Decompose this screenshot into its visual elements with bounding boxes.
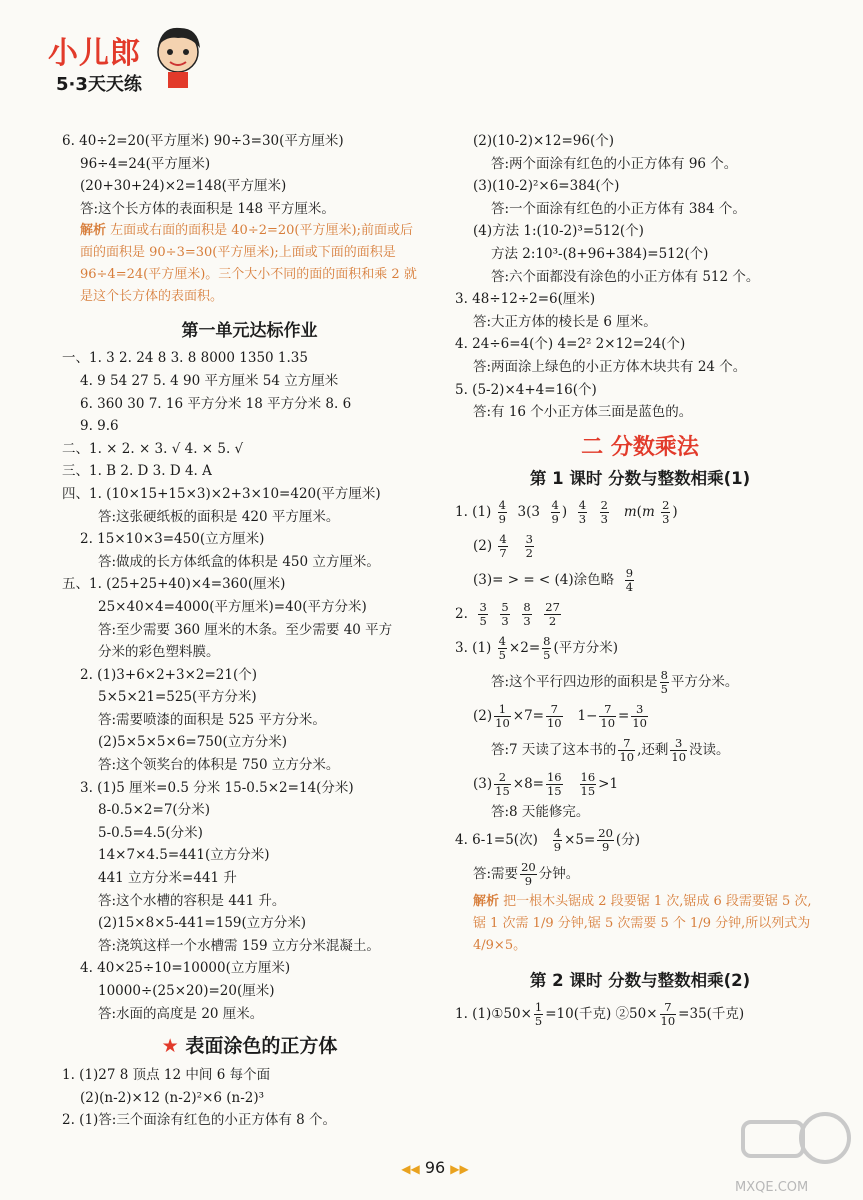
- next-arrows-icon: ▶▶: [450, 1162, 469, 1176]
- answer-line: 2. 15×10×3=450(立方厘米): [80, 531, 265, 548]
- fraction: $\frac{4}{5}$: [498, 633, 506, 662]
- brand-logo: 小儿郎: [48, 36, 141, 71]
- fraction: $\frac{2}{15}$: [495, 769, 510, 798]
- fraction: $\frac{3}{10}$: [671, 735, 687, 764]
- fraction: $\frac{27}{2}$: [545, 599, 560, 628]
- answer-line: 96÷4=24(平方厘米): [80, 155, 211, 172]
- fraction: $\frac{3}{10}$: [632, 701, 647, 730]
- question-label: 2.: [455, 605, 468, 622]
- answer-line: 4. 40×25÷10=10000(立方厘米): [80, 960, 291, 977]
- answer-line: 2. (1)答:三个面涂有红色的小正方体有 8 个。: [62, 1112, 337, 1129]
- fraction: $\frac{3}{2}$: [525, 531, 533, 560]
- fraction-line: [455, 857, 825, 891]
- answer-text: (分): [615, 832, 640, 849]
- answer-line: 441 立方分米=441 升: [98, 870, 237, 887]
- answer-line: (2)5×5×5×6=750(立方分米): [98, 734, 288, 751]
- answer-line: 答:有 16 个小正方体三面是蓝色的。: [473, 404, 693, 421]
- answer-line: (2)(n-2)×12 (n-2)²×6 (n-2)³: [80, 1089, 265, 1106]
- answer-line: 1. (1)27 8 顶点 12 中间 6 每个面: [62, 1067, 271, 1084]
- answer-line: 答:大正方体的棱长是 6 厘米。: [473, 313, 657, 330]
- answer-line: 3. (1)5 厘米=0.5 分米 15-0.5×2=14(分米): [80, 779, 354, 796]
- answer-line: 方法 2:10³-(8+96+384)=512(个): [491, 245, 709, 262]
- unit-title: 二 分数乘法: [581, 434, 699, 460]
- fraction-line: 3. (1) $\frac{4}{5}$ ×2= $\frac{8}{5}$ (平方分米): [455, 633, 619, 662]
- answer-text: 答:7 天读了这本书的: [491, 741, 617, 758]
- fraction: $\frac{8}{5}$: [660, 667, 668, 696]
- fraction: $\frac{2}{3}$: [600, 497, 608, 526]
- answer-line: (2)(10-2)×12=96(个): [473, 133, 614, 149]
- fraction: $\frac{8}{5}$: [543, 633, 551, 662]
- answer-line: 3. 48÷12÷2=6(厘米): [455, 291, 596, 308]
- answer-line: 答:这个领奖台的体积是 750 立方分米。: [98, 757, 340, 774]
- answer-line: 答:做成的长方体纸盒的体积是 450 立方厘米。: [98, 553, 380, 570]
- answer-line: 答:这个水槽的容积是 441 升。: [98, 892, 286, 909]
- answer-line: 4. 9 54 27 5. 4 90 平方厘米 54 立方厘米: [80, 372, 339, 389]
- answer-text: (3)= > = < (4)涂色略: [473, 571, 615, 588]
- analysis-label: 解析: [473, 894, 500, 910]
- fraction: $\frac{7}{10}$: [619, 735, 635, 764]
- answer-text: 答:需要: [473, 866, 519, 883]
- fraction: $\frac{4}{9}$: [498, 497, 506, 526]
- fraction: $\frac{5}{3}$: [501, 599, 509, 628]
- answer-line: 答:这个长方体的表面积是 148 平方厘米。: [80, 200, 335, 217]
- answer-line: (2)15×8×5-441=159(立方分米): [98, 915, 307, 932]
- answer-text: 答:这个平行四边形的面积是: [491, 673, 658, 690]
- page-header: [0, 0, 863, 120]
- answer-text: 分钟。: [538, 866, 580, 883]
- topic-title: [62, 1031, 437, 1058]
- fraction-line: [455, 563, 825, 597]
- answer-line: 答:水面的高度是 20 厘米。: [98, 1005, 264, 1022]
- answer-line: 8-0.5×2=7(分米): [98, 802, 210, 819]
- fraction: $\frac{20}{9}$: [521, 860, 536, 889]
- answer-line: 分米的彩色塑料膜。: [98, 644, 220, 661]
- page-number: 96: [424, 1158, 446, 1177]
- fraction-line: [455, 529, 825, 563]
- answer-line: (20+30+24)×2=148(平方厘米): [80, 178, 287, 195]
- lesson-title: 第 1 课时 分数与整数相乘(1): [529, 468, 751, 488]
- fraction: $\frac{1}{5}$: [534, 1000, 543, 1029]
- answer-line: 5×5×21=525(平方分米): [98, 689, 257, 706]
- fraction: $\frac{3}{5}$: [479, 599, 487, 628]
- watermark-logo-icon: [735, 1100, 855, 1190]
- answer-line: 6. 40÷2=20(平方厘米) 90÷3=30(平方厘米): [62, 133, 344, 149]
- fraction-line: [455, 597, 825, 631]
- fraction-line: [455, 665, 825, 699]
- answer-text: 没读。: [689, 741, 730, 758]
- answer-line: 答:8 天能修完。: [491, 803, 590, 820]
- analysis-text: 把一根木头锯成 2 段要锯 1 次,锯成 6 段需要锯 5 次,锯 1 次需 1/9 分钟,锯 5 次需要 5 个 1/9 分钟,所以列式为 4/9×5。: [473, 894, 812, 954]
- fraction: $\frac{16}{15}$: [580, 769, 596, 798]
- fraction: $\frac{2}{3}$: [662, 497, 670, 526]
- answer-line: 答:浇筑这样一个水槽需 159 立方分米混凝土。: [98, 937, 380, 954]
- answer-line: 25×40×4=4000(平方厘米)=40(平方分米): [98, 598, 367, 615]
- answer-text: 平方分米。: [670, 673, 739, 690]
- answer-line: 5. (5-2)×4+4=16(个): [455, 381, 597, 398]
- fraction-line: [455, 733, 825, 767]
- answer-line: 答:至少需要 360 厘米的木条。至少需要 40 平方: [98, 621, 393, 638]
- analysis-text: 左面或右面的面积是 40÷2=20(平方厘米);前面或后面的面积是 90÷3=30(平方厘米);上面或下面的面积是 96÷4=24(平方厘米)。三个大小不同的面的面积和乘 2 就是这个长方体的表面积。: [80, 223, 417, 305]
- fraction-line: (2) $\frac{1}{10}$ ×7= $\frac{7}{10}$ 1− $\frac{7}{10}$ = $\frac{3}{10}$: [473, 701, 647, 730]
- brand-subtitle: 5·3天天练: [56, 74, 142, 95]
- answer-line: 答:两面涂上绿色的小正方体木块共有 24 个。: [473, 358, 747, 375]
- question-label: 3. (1): [455, 639, 492, 656]
- section-title: 第一单元达标作业: [181, 321, 318, 342]
- fraction-line: 1. (1) $\frac{4}{9}$ 3(3 $\frac{4}{9}$ ) $\frac{4}{3}$ $\frac{2}{3}$ m(m $\frac{2}{3}$ ): [455, 497, 678, 526]
- answer-line: 四、1. (10×15+15×3)×2+3×10=420(平方厘米): [62, 485, 381, 502]
- answer-line: 9. 9.6: [80, 418, 119, 435]
- fraction: $\frac{7}{10}$: [660, 1000, 676, 1029]
- analysis-note: [455, 891, 818, 957]
- topic-title-text: 表面涂色的正方体: [185, 1035, 338, 1058]
- left-column: [62, 130, 437, 1132]
- mascot-icon: [150, 22, 206, 90]
- fraction: $\frac{8}{3}$: [523, 599, 531, 628]
- answer-line: 五、1. (25+25+40)×4=360(厘米): [62, 576, 286, 593]
- answer-text: ,还剩: [637, 741, 669, 758]
- fraction: $\frac{4}{9}$: [551, 497, 559, 526]
- answer-line: 5-0.5=4.5(分米): [98, 824, 203, 841]
- fraction: $\frac{4}{7}$: [499, 531, 507, 560]
- star-icon: ★: [161, 1035, 179, 1058]
- answer-line: 二、1. × 2. × 3. √ 4. × 5. √: [62, 440, 244, 457]
- answer-line: (3)(10-2)²×6=384(个): [473, 178, 620, 195]
- fraction: $\frac{20}{9}$: [598, 826, 613, 855]
- question-label: 4. 6-1=5(次): [455, 832, 538, 849]
- answer-text: =10(千克) ②50×: [545, 1006, 658, 1023]
- answer-line: 10000÷(25×20)=20(厘米): [98, 983, 275, 999]
- answer-line: 4. 24÷6=4(个) 4=2² 2×12=24(个): [455, 336, 686, 353]
- fraction: $\frac{4}{9}$: [553, 826, 562, 855]
- right-column: [455, 130, 825, 1031]
- answer-line: 答:一个面涂有红色的小正方体有 384 个。: [491, 200, 746, 217]
- answer-line: 6. 360 30 7. 16 平方分米 18 平方分米 8. 6: [80, 395, 352, 412]
- fraction: $\frac{7}{10}$: [600, 701, 616, 730]
- question-label: 1. (1)①50×: [455, 1006, 532, 1023]
- fraction: $\frac{16}{15}$: [546, 769, 562, 798]
- answer-line: 14×7×4.5=441(立方分米): [98, 847, 270, 864]
- answer-line: 答:两个面涂有红色的小正方体有 96 个。: [491, 155, 738, 172]
- question-label: 1. (1): [455, 503, 492, 520]
- analysis-label: 解析: [80, 223, 107, 239]
- fraction-line: [455, 997, 825, 1031]
- analysis-note: [62, 220, 420, 308]
- answer-line: 三、1. B 2. D 3. D 4. A: [62, 463, 212, 480]
- answer-line: (4)方法 1:(10-2)³=512(个): [473, 223, 644, 240]
- question-label: (3): [473, 775, 493, 792]
- page-footer: [375, 1158, 495, 1177]
- fraction: $\frac{9}{4}$: [625, 565, 634, 594]
- fraction: $\frac{1}{10}$: [495, 701, 510, 730]
- answer-text: =35(千克): [678, 1006, 745, 1023]
- fraction-line: (3) $\frac{2}{15}$ ×8= $\frac{16}{15}$ $\frac{16}{15}$ >1: [473, 769, 619, 798]
- answer-line: 答:这张硬纸板的面积是 420 平方厘米。: [98, 508, 340, 525]
- answer-line: 答:六个面都没有涂色的小正方体有 512 个。: [491, 268, 760, 285]
- watermark-text: MXQE.COM: [735, 1180, 809, 1195]
- answer-line: 一、1. 3 2. 24 8 3. 8 8000 1350 1.35: [62, 350, 308, 367]
- answer-line: 2. (1)3+6×2+3×2=21(个): [80, 666, 258, 683]
- lesson-title: 第 2 课时 分数与整数相乘(2): [529, 971, 751, 991]
- question-label: (2): [473, 537, 493, 554]
- question-label: (2): [473, 707, 493, 724]
- prev-arrows-icon: ◀◀: [401, 1162, 420, 1176]
- fraction: $\frac{7}{10}$: [546, 701, 562, 730]
- answer-line: 答:需要喷漆的面积是 525 平方分米。: [98, 711, 326, 728]
- fraction-line: 4. 6-1=5(次) $\frac{4}{9}$ ×5= $\frac{20}{9}$ (分): [455, 826, 640, 855]
- fraction: $\frac{4}{3}$: [578, 497, 587, 526]
